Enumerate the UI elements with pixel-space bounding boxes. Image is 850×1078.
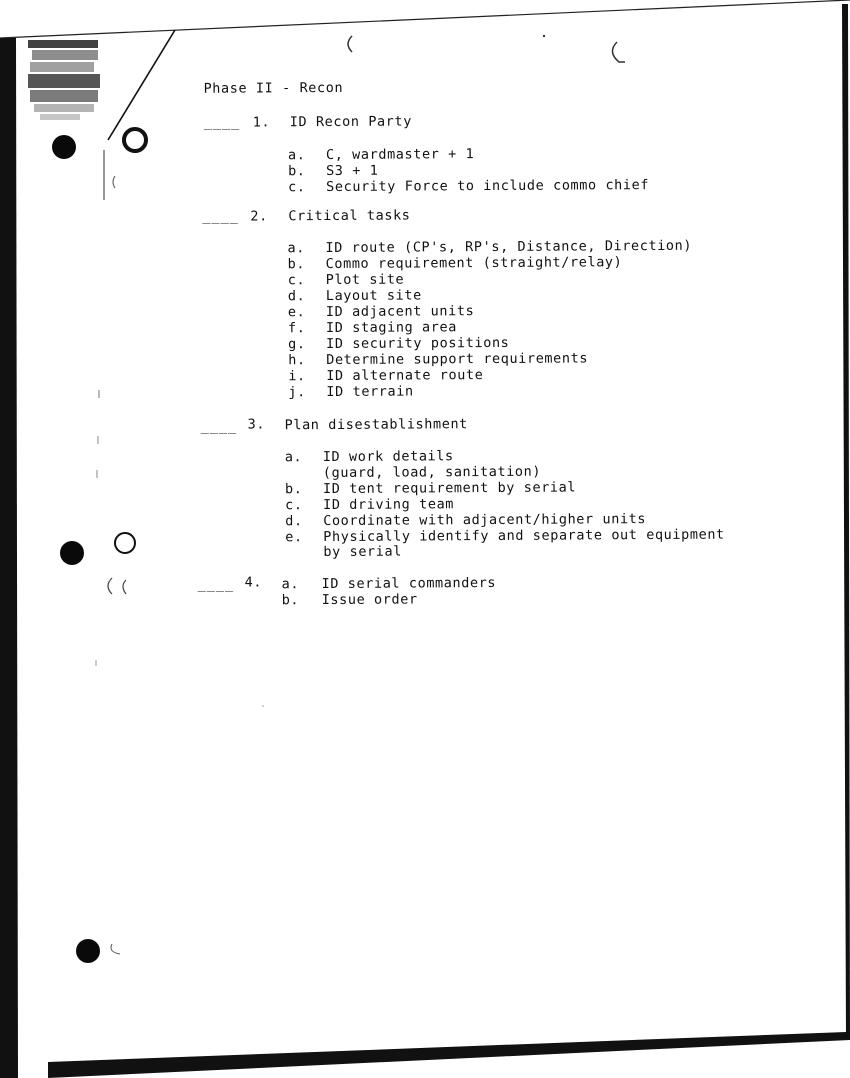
item-letter: c.: [287, 272, 306, 289]
item-text: ID route (CP's, RP's, Distance, Direction): [325, 237, 693, 257]
section-title: ID Recon Party: [289, 113, 412, 131]
item-text: Issue order: [321, 591, 418, 609]
item-letter: a.: [284, 449, 303, 466]
section-title: Critical tasks: [288, 207, 411, 225]
item-text: ID security positions: [326, 334, 510, 353]
item-text: ID adjacent units: [325, 303, 475, 321]
blank-marker: ____: [203, 114, 241, 131]
item-letter: a.: [281, 576, 300, 593]
item-letter: b.: [284, 481, 303, 498]
item-text: Plot site: [325, 271, 405, 289]
item-letter: b.: [287, 256, 306, 273]
blank-marker: ____: [200, 418, 238, 435]
item-text: Layout site: [325, 287, 422, 305]
item-text: Physically identify and separate out equipment: [323, 526, 725, 546]
item-letter: e.: [285, 529, 303, 546]
item-letter: d.: [285, 513, 303, 530]
page-heading: Phase II - Recon: [203, 79, 344, 97]
item-continuation: by serial: [323, 543, 402, 561]
item-text: Determine support requirements: [326, 350, 589, 369]
item-text: Commo requirement (straight/relay): [325, 254, 623, 273]
item-letter: b.: [288, 163, 306, 180]
blank-marker: ____: [197, 576, 235, 593]
item-text: C, wardmaster + 1: [325, 146, 475, 164]
item-letter: a.: [287, 147, 306, 164]
section-number: 3.: [247, 416, 266, 433]
item-text: ID serial commanders: [321, 574, 497, 593]
item-letter: c.: [285, 497, 303, 514]
item-text: ID staging area: [325, 319, 457, 337]
item-continuation: (guard, load, sanitation): [322, 463, 542, 482]
item-text: ID tent requirement by serial: [322, 479, 577, 498]
item-text: ID terrain: [326, 383, 414, 401]
item-letter: h.: [288, 352, 306, 369]
item-text: S3 + 1: [326, 162, 379, 180]
blank-marker: ____: [202, 208, 239, 225]
item-text: Coordinate with adjacent/higher units: [323, 511, 647, 530]
item-letter: g.: [288, 336, 306, 353]
section-number: 2.: [250, 208, 268, 225]
section-number: 1.: [252, 114, 271, 131]
item-letter: c.: [288, 179, 306, 196]
item-letter: d.: [287, 288, 306, 305]
item-text: ID alternate route: [326, 367, 484, 385]
item-text: ID work details: [322, 448, 454, 466]
item-letter: f.: [287, 320, 306, 337]
section-number: 4.: [244, 574, 263, 591]
item-letter: j.: [288, 384, 306, 401]
item-text: ID driving team: [323, 496, 455, 514]
item-letter: b.: [281, 592, 300, 609]
item-letter: e.: [287, 304, 306, 321]
item-letter: i.: [288, 368, 306, 385]
item-letter: a.: [287, 240, 306, 257]
item-text: Security Force to include commo chief: [326, 177, 650, 196]
section-title: Plan disestablishment: [284, 416, 468, 434]
